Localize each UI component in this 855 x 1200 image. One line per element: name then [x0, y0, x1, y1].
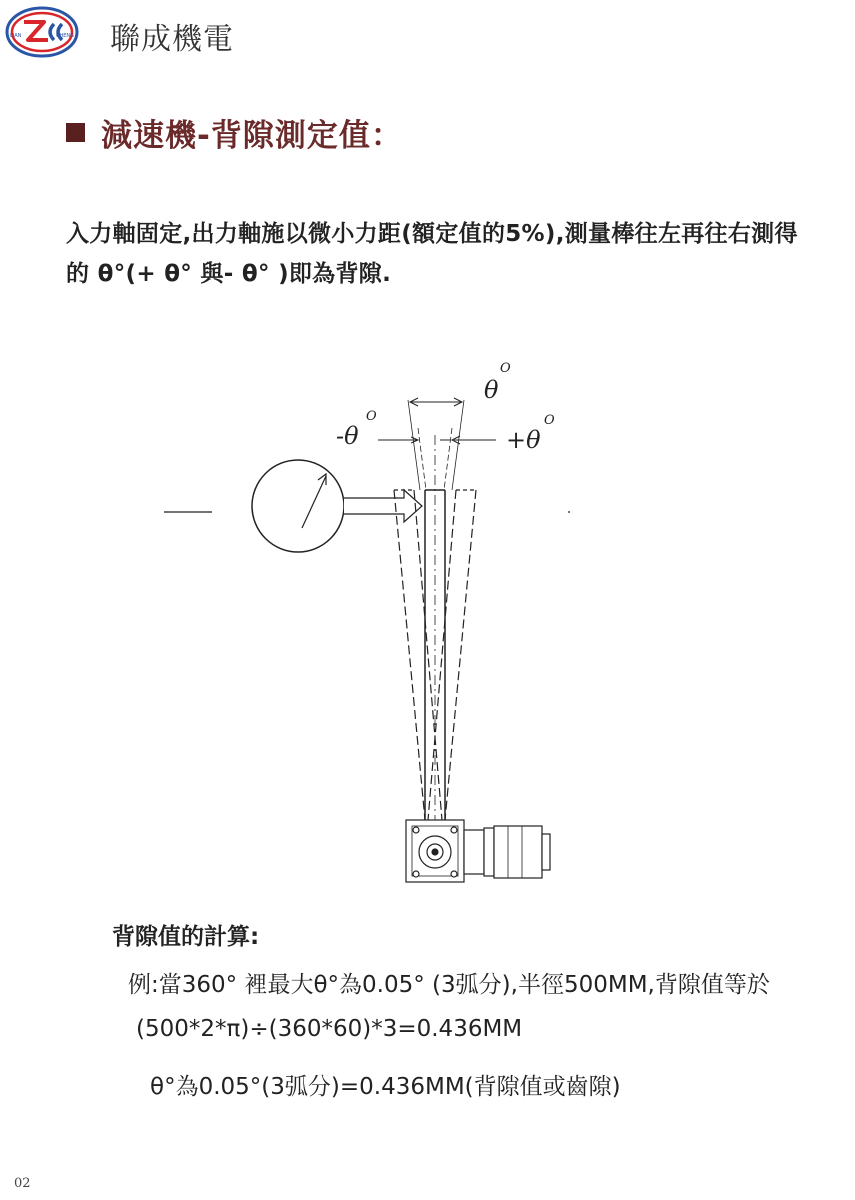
backlash-diagram	[150, 340, 570, 900]
theta-top-degree: O	[500, 361, 511, 376]
company-name: 聯成機電	[110, 22, 234, 57]
svg-text:CHENG: CHENG	[56, 33, 75, 39]
company-logo	[4, 4, 80, 60]
plus-theta-degree: O	[544, 413, 555, 428]
minus-theta-degree: O	[366, 409, 377, 424]
section-heading	[66, 110, 403, 155]
angle-dimension-arrows	[378, 398, 496, 444]
description-line-1: 入力軸固定,出力軸施以微小力距(額定值的5%),測量棒往左再往右測得	[66, 221, 798, 247]
description-paragraph	[66, 214, 826, 294]
minus-theta-label: -θ	[336, 422, 359, 450]
plus-theta-label: +θ	[506, 426, 541, 454]
square-bullet-icon	[66, 123, 85, 142]
section-title: 減速機-背隙測定值：	[101, 118, 403, 154]
theta-top-label: θ	[484, 376, 499, 404]
calculation-line-2: (500*2*π)÷(360*60)*3=0.436MM	[136, 1016, 523, 1042]
measuring-rod	[394, 400, 476, 820]
calculation-line-3: θ°為0.05°(3弧分)=0.436MM(背隙值或齒隙)	[150, 1074, 621, 1100]
svg-text:LIAN: LIAN	[10, 33, 22, 39]
description-line-2: 的 θ°(+ θ° 與- θ° )即為背隙.	[66, 261, 392, 287]
calculation-heading: 背隙值的計算:	[112, 924, 260, 950]
gear-reducer-icon	[406, 820, 550, 882]
calculation-line-1: 例:當360° 裡最大θ°為0.05° (3弧分),半徑500MM,背隙值等於	[128, 972, 770, 998]
page-header	[0, 0, 855, 70]
page-number: 02	[14, 1176, 31, 1191]
dial-gauge-icon	[252, 460, 422, 552]
